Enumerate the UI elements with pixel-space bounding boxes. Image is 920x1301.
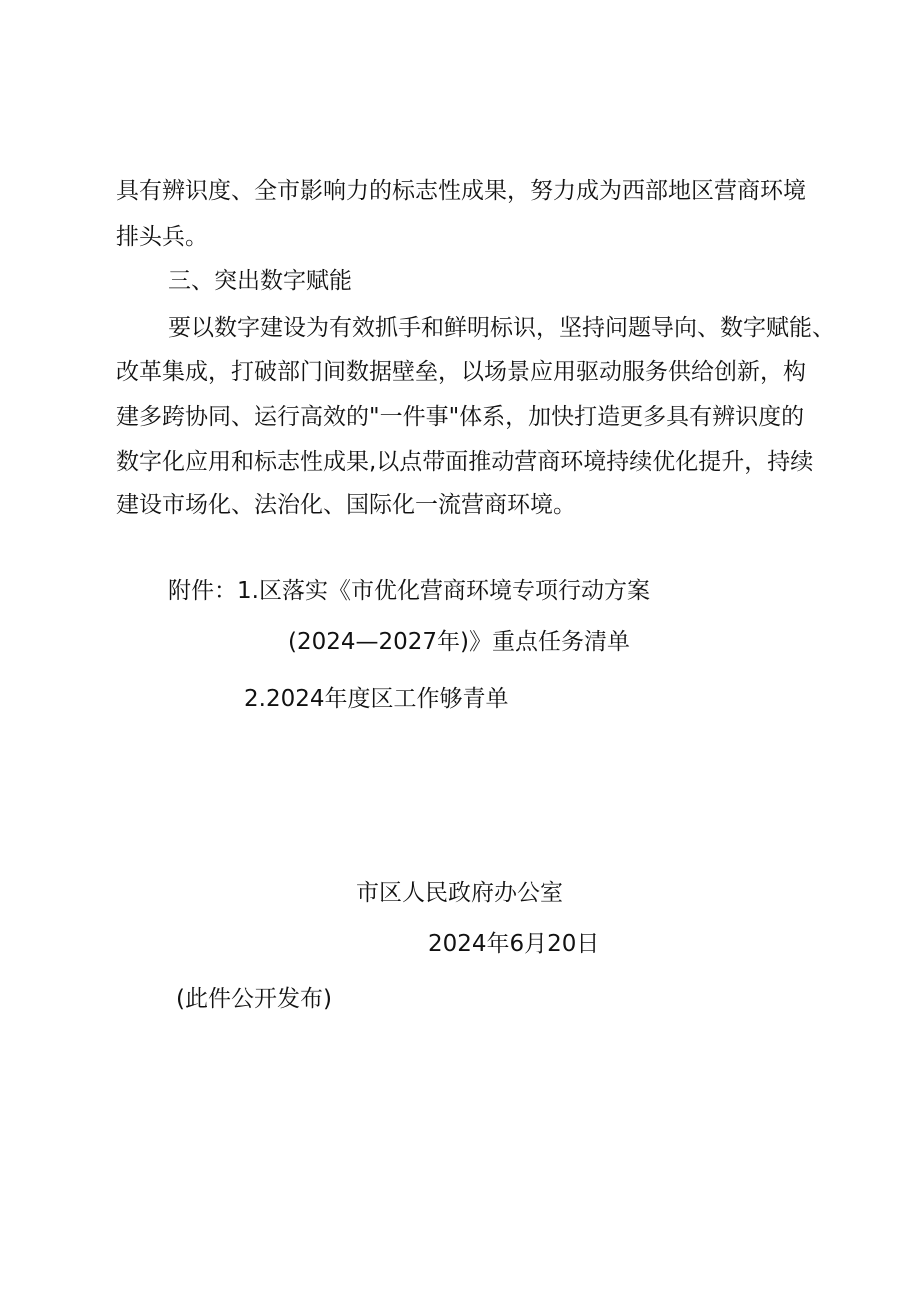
paragraph-1-line-2: 排头兵。 bbox=[116, 224, 208, 250]
paragraph-2-line-3: 建多跨协同、运行高效的"一件事"体系，加快打造更多具有辨识度的 bbox=[116, 404, 805, 430]
paragraph-2-line-1: 要以数字建设为有效抓手和鲜明标识，坚持问题导向、数字赋能、 bbox=[168, 315, 835, 341]
issuer-name: 市区人民政府办公室 bbox=[356, 880, 563, 906]
section-heading: 三、突出数字赋能 bbox=[168, 268, 352, 294]
publication-note: (此件公开发布) bbox=[176, 986, 332, 1012]
attachment-1-line-2: (2024—2027年)》重点任务清单 bbox=[288, 629, 631, 655]
attachment-2: 2.2024年度区工作够青单 bbox=[244, 686, 509, 712]
paragraph-1-line-1: 具有辨识度、全市影响力的标志性成果，努力成为西部地区营商环境 bbox=[116, 178, 806, 204]
paragraph-2-line-2: 改革集成，打破部门间数据壁垒，以场景应用驱动服务供给创新，构 bbox=[116, 359, 806, 385]
paragraph-2-line-4: 数字化应用和标志性成果,以点带面推动营商环境持续优化提升，持续 bbox=[116, 449, 814, 475]
issue-date: 2024年6月20日 bbox=[428, 931, 600, 957]
attachment-1-line-1: 附件：1.区落实《市优化营商环境专项行动方案 bbox=[168, 578, 650, 604]
paragraph-2-line-5: 建设市场化、法治化、国际化一流营商环境。 bbox=[116, 492, 576, 518]
